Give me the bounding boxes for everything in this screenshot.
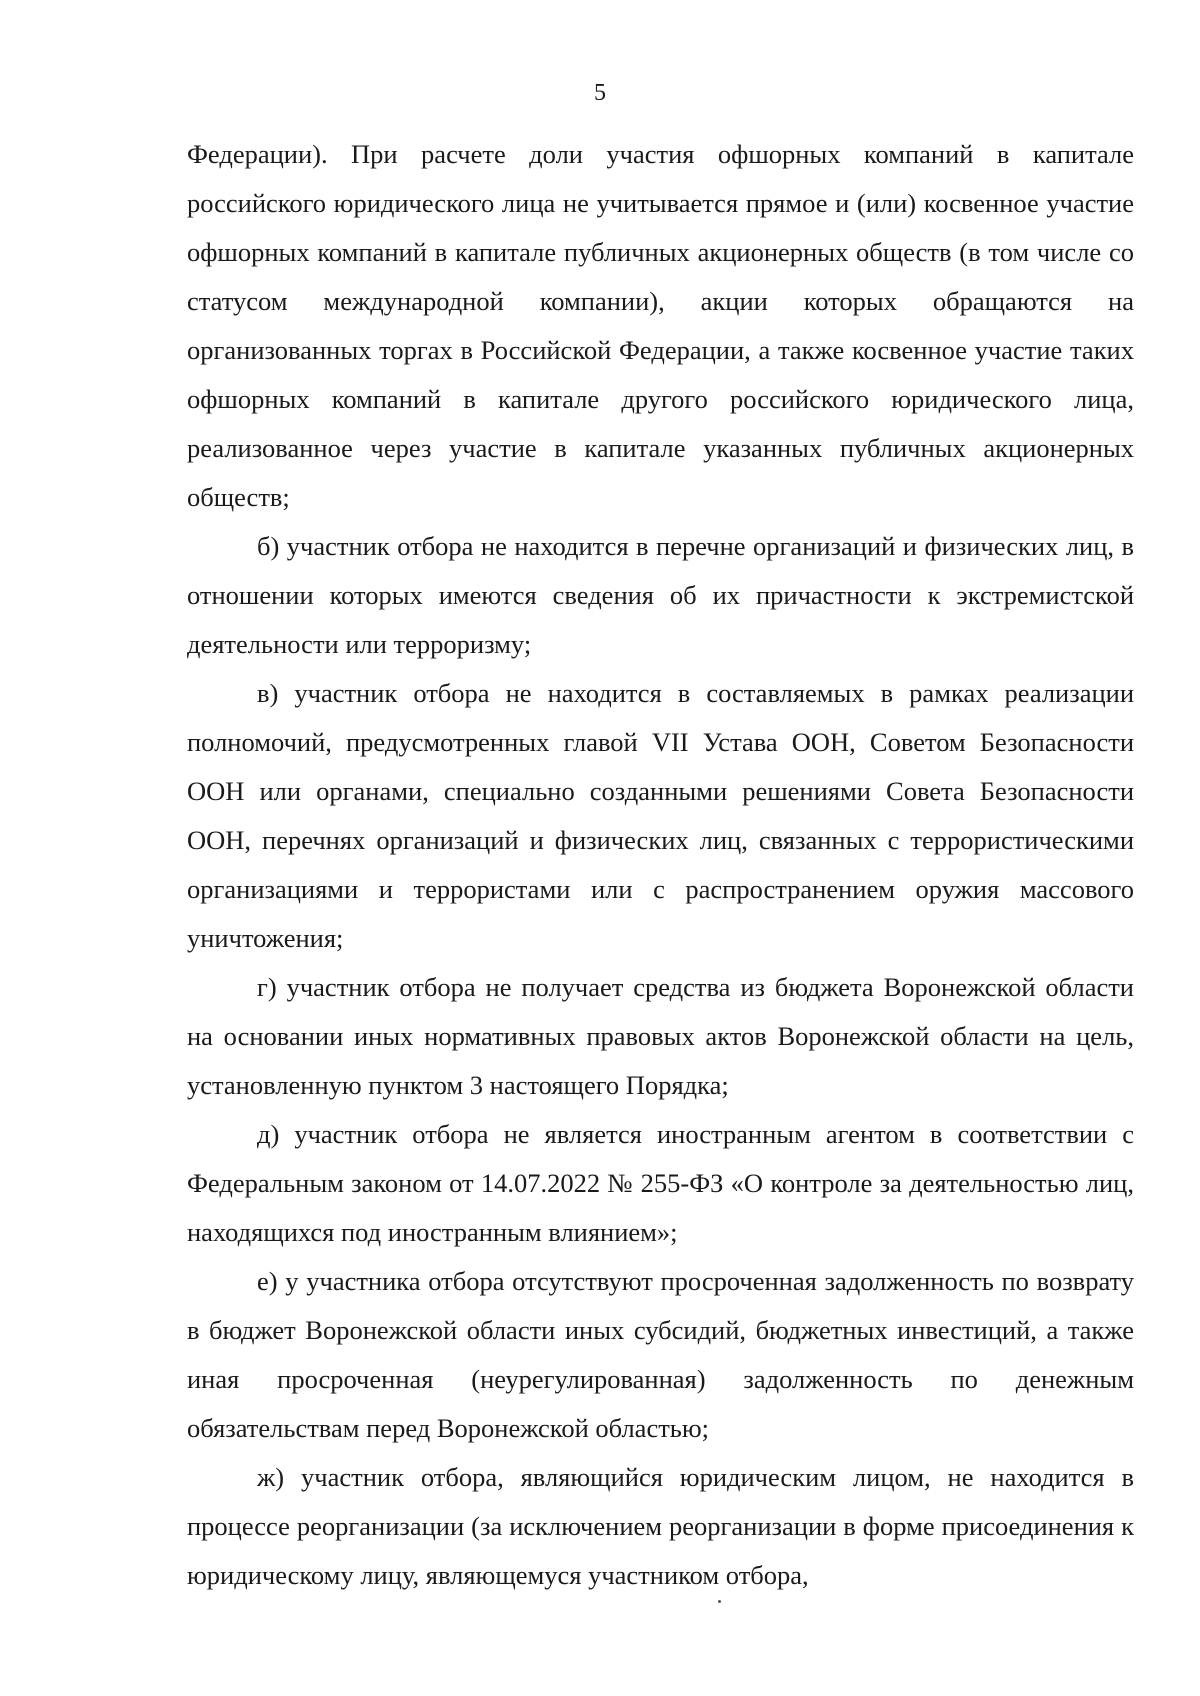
paragraph-item-b: б) участник отбора не находится в перечне организаций и физических лиц, в отношении которых имеются сведения об их причастности к экстремистской деятельности или терроризму; — [187, 531, 1134, 659]
document-body — [187, 130, 1134, 1600]
paragraph-item-zh: ж) участник отбора, являющийся юридическим лицом, не находится в процессе реорганизации (за исключением реорганизации в форме присоединения к юридическому лицу, являющемуся участником отбора, — [187, 1462, 1134, 1590]
paragraph-item-e: е) у участника отбора отсутствуют просроченная задолженность по возврату в бюджет Воронежской области иных субсидий, бюджетных инвестиций, а также иная просроченная (неурегулированная) задолженность по денежным обязательствам перед Воронежской областью; — [187, 1266, 1134, 1443]
scan-dot-mark — [718, 1600, 721, 1603]
paragraph-item-d: д) участник отбора не является иностранным агентом в соответствии с Федеральным законом от 14.07.2022 № 255-ФЗ «О контроле за деятельностью лиц, находящихся под иностранным влиянием»; — [187, 1119, 1134, 1247]
paragraph-continuation: Федерации). При расчете доли участия офшорных компаний в капитале российского юридического лица не учитывается прямое и (или) косвенное участие офшорных компаний в капитале публичных акционерных обществ (в том числе со статусом международной компании), акции которых обращаются на организованных торгах в Российской Федерации, а также косвенное участие таких офшорных компаний в капитале другого российского юридического лица, реализованное через участие в капитале указанных публичных акционерных обществ; — [187, 139, 1134, 512]
page-number: 5 — [594, 80, 606, 106]
paragraph-item-g: г) участник отбора не получает средства из бюджета Воронежской области на основании иных нормативных правовых актов Воронежской области на цель, установленную пунктом 3 настоящего Порядка; — [187, 972, 1134, 1100]
paragraph-item-v: в) участник отбора не находится в составляемых в рамках реализации полномочий, предусмотренных главой VII Устава ООН, Советом Безопасности ООН или органами, специально созданными решениями Совета Безопасности ООН, перечнях организаций и физических лиц, связанных с террористическими организациями и террористами или с распространением оружия массового уничтожения; — [187, 678, 1134, 953]
